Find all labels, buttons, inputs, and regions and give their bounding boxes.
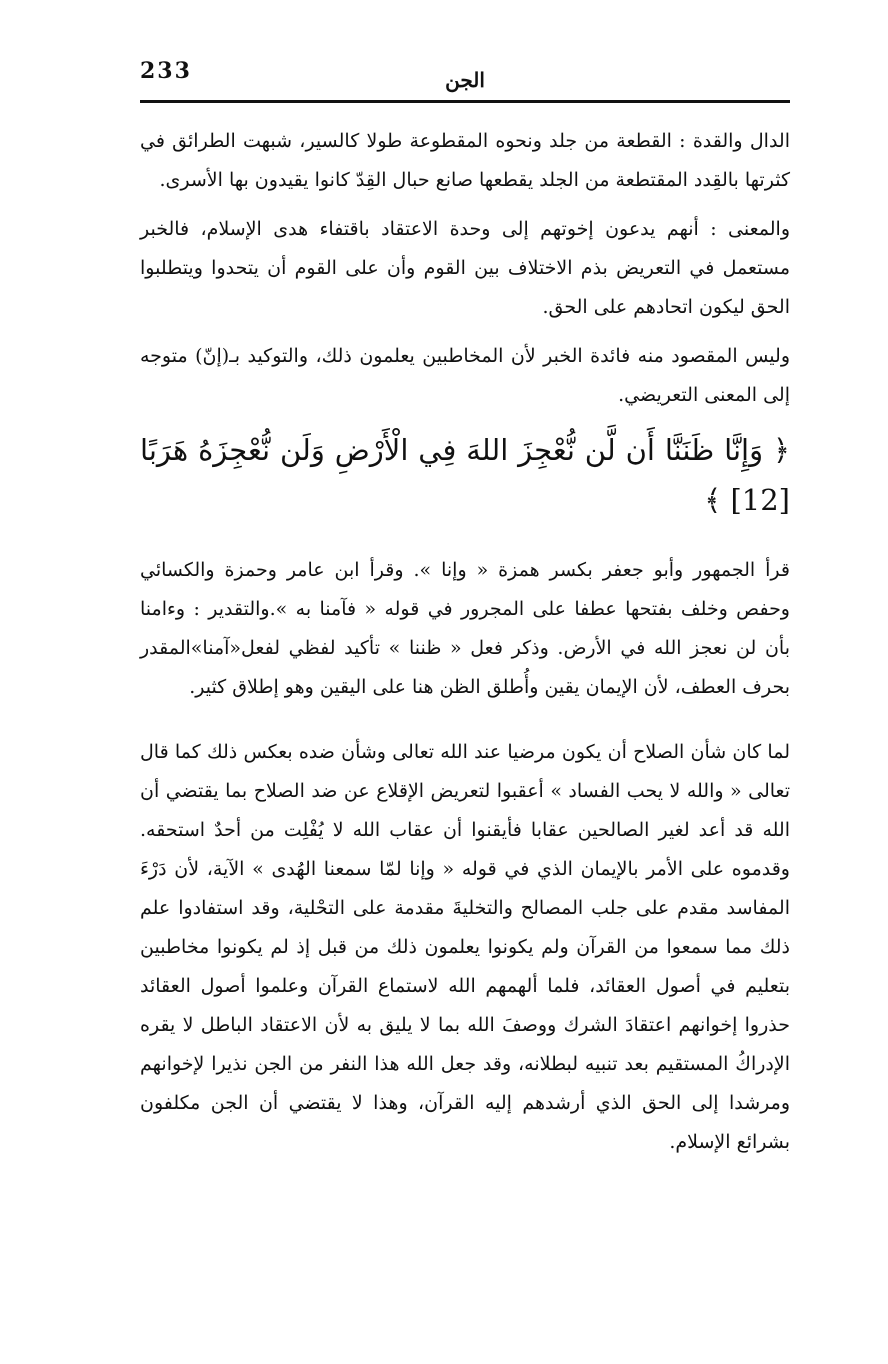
paragraph-qidda-definition: الدال والقدة : القطعة من جلد ونحوه المقطوعة طولا كالسير، شبهت الطرائق في كثرتها بالقِدد المقتطعة من الجلد يقطعها صانع حبال القِدّ كانوا يقيدون بها الأسرى. [140, 130, 790, 191]
quran-verse: ﴿ وَإِنَّا ظَنَنَّا أَن لَّن نُّعْجِزَ اللهَ فِي الْأَرْضِ وَلَن نُّعْجِزَهُ هَرَبًا [12] ﴾ [140, 433, 790, 517]
paragraph-emphasis: وليس المقصود منه فائدة الخبر لأن المخاطبين يعلمون ذلك، والتوكيد بـ(إنّ) متوجه إلى المعنى التعريضي. [140, 345, 790, 406]
page-number: 233 [140, 58, 192, 84]
page-header [140, 58, 790, 100]
paragraph-readings: قرأ الجمهور وأبو جعفر بكسر همزة « وإنا ». وقرأ ابن عامر وحمزة والكسائي وحفص وخلف بفتحها عطفا على المجرور في قوله « فآمنا به ».والتقدير : وءامنا بأن لن نعجز الله في الأرض. وذكر فعل « ظننا » تأكيد لفظي لفعل«آمنا»المقدر بحرف العطف، لأن الإيمان يقين وأُطلق الظن هنا على اليقين وهو إطلاق كثير. [140, 559, 790, 698]
paragraph-meaning: والمعنى : أنهم يدعون إخوتهم إلى وحدة الاعتقاد باقتفاء هدى الإسلام، فالخبر مستعمل في التعريض بذم الاختلاف بين القوم وأن على القوم أن يتحدوا ويتطلبوا الحق ليكون اتحادهم على الحق. [140, 218, 790, 318]
header-divider [140, 100, 790, 103]
running-title: الجن [445, 68, 485, 92]
page-body [140, 122, 790, 1172]
paragraph-commentary: لما كان شأن الصلاح أن يكون مرضيا عند الله تعالى وشأن ضده بعكس ذلك كما قال تعالى « والله لا يحب الفساد » أعقبوا لتعريض الإقلاع عن ضد الصلاح بما يقتضي أن الله قد أعد لغير الصالحين عقابا فأيقنوا أن عقاب الله لا يُفْلِت من أحدٌ استحقه. وقدموه على الأمر بالإيمان الذي في قوله « وإنا لمّا سمعنا الهُدى » الآية، لأن دَرْءَ المفاسد مقدم على جلب المصالح والتخليةَ مقدمة على التحْلية، وقد استفادوا علم ذلك مما سمعوا من القرآن ولم يكونوا يعلمون ذلك من قبل إذ لم يكونوا مخاطبين بتعليم في أصول العقائد، فلما ألهمهم الله لاستماع القرآن وعلموا أصول العقائد حذروا إخوانهم اعتقادَ الشرك ووصفَ الله بما لا يليق به لأن الاعتقاد الباطل لا يقره الإدراكُ المستقيم بعد تنبيه لبطلانه، وقد جعل الله هذا النفر من الجن نذيرا لإخوانهم ومرشدا إلى الحق الذي أرشدهم إليه القرآن، وهذا لا يقتضي أن الجن مكلفون بشرائع الإسلام. [140, 741, 790, 1153]
